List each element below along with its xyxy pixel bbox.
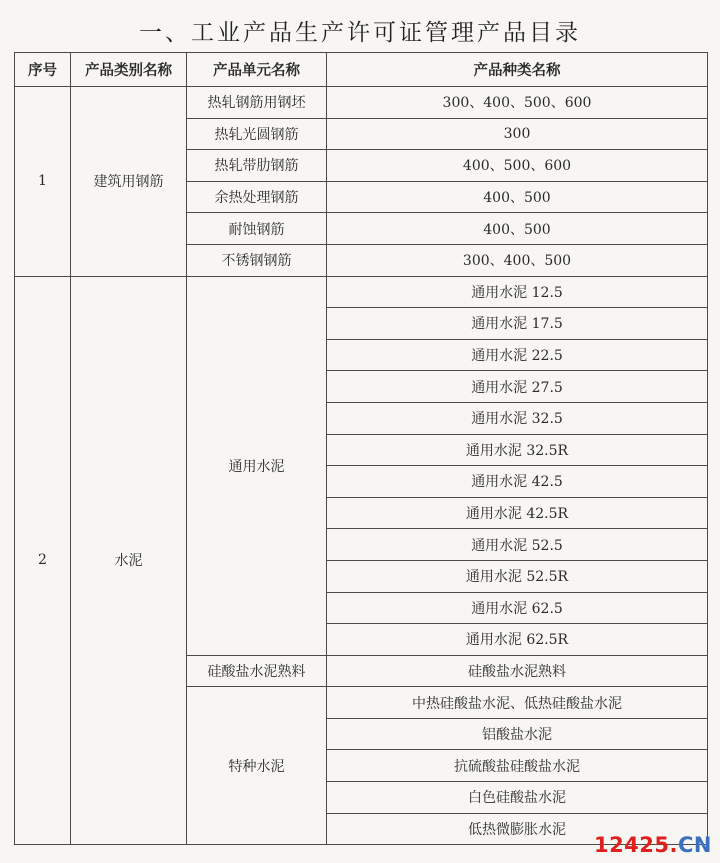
header-type: 产品种类名称 xyxy=(327,53,708,87)
cell-category: 水泥 xyxy=(71,276,187,845)
cell-type: 通用水泥 42.5 xyxy=(327,466,708,498)
cell-type: 通用水泥 32.5 xyxy=(327,402,708,434)
cell-category: 建筑用钢筋 xyxy=(71,87,187,277)
cell-type: 400、500 xyxy=(327,213,708,245)
cell-unit: 耐蚀钢筋 xyxy=(187,213,327,245)
page-title: 一、工业产品生产许可证管理产品目录 xyxy=(139,20,581,46)
cell-type: 铝酸盐水泥 xyxy=(327,718,708,750)
header-category: 产品类别名称 xyxy=(71,53,187,87)
cell-type: 通用水泥 62.5 xyxy=(327,592,708,624)
table-body xyxy=(15,87,708,845)
cell-type: 400、500 xyxy=(327,181,708,213)
table-row xyxy=(15,87,708,119)
watermark-domain: CN xyxy=(678,833,712,857)
cell-type: 通用水泥 32.5R xyxy=(327,434,708,466)
cell-type: 通用水泥 27.5 xyxy=(327,371,708,403)
cell-type: 抗硫酸盐硅酸盐水泥 xyxy=(327,750,708,782)
site-watermark-logo xyxy=(594,833,712,857)
cell-unit: 不锈钢钢筋 xyxy=(187,244,327,276)
header-seq: 序号 xyxy=(15,53,71,87)
cell-type: 硅酸盐水泥熟料 xyxy=(327,655,708,687)
cell-type: 300、400、500、600 xyxy=(327,87,708,119)
cell-unit: 热轧钢筋用钢坯 xyxy=(187,87,327,119)
watermark-dot: . xyxy=(669,833,678,857)
cell-seq: 1 xyxy=(15,87,71,277)
cell-type: 低热微膨胀水泥 xyxy=(327,813,708,845)
cell-type: 中热硅酸盐水泥、低热硅酸盐水泥 xyxy=(327,687,708,719)
cell-type: 通用水泥 12.5 xyxy=(327,276,708,308)
cell-type: 400、500、600 xyxy=(327,150,708,182)
product-catalog-table xyxy=(14,52,708,845)
cell-type: 通用水泥 22.5 xyxy=(327,339,708,371)
cell-type: 通用水泥 52.5 xyxy=(327,529,708,561)
cell-unit: 热轧光圆钢筋 xyxy=(187,118,327,150)
cell-type: 通用水泥 17.5 xyxy=(327,308,708,340)
table-row xyxy=(15,276,708,308)
cell-seq: 2 xyxy=(15,276,71,845)
header-unit: 产品单元名称 xyxy=(187,53,327,87)
table-header-row xyxy=(15,53,708,87)
cell-unit: 余热处理钢筋 xyxy=(187,181,327,213)
watermark-number: 12425 xyxy=(593,833,670,857)
cell-type: 300 xyxy=(327,118,708,150)
cell-type: 300、400、500 xyxy=(327,244,708,276)
cell-unit: 热轧带肋钢筋 xyxy=(187,150,327,182)
cell-type: 通用水泥 62.5R xyxy=(327,624,708,656)
cell-type: 通用水泥 52.5R xyxy=(327,560,708,592)
cell-type: 通用水泥 42.5R xyxy=(327,497,708,529)
cell-unit: 特种水泥 xyxy=(187,687,327,845)
cell-type: 白色硅酸盐水泥 xyxy=(327,782,708,814)
cell-unit: 通用水泥 xyxy=(187,276,327,655)
cell-unit: 硅酸盐水泥熟料 xyxy=(187,655,327,687)
